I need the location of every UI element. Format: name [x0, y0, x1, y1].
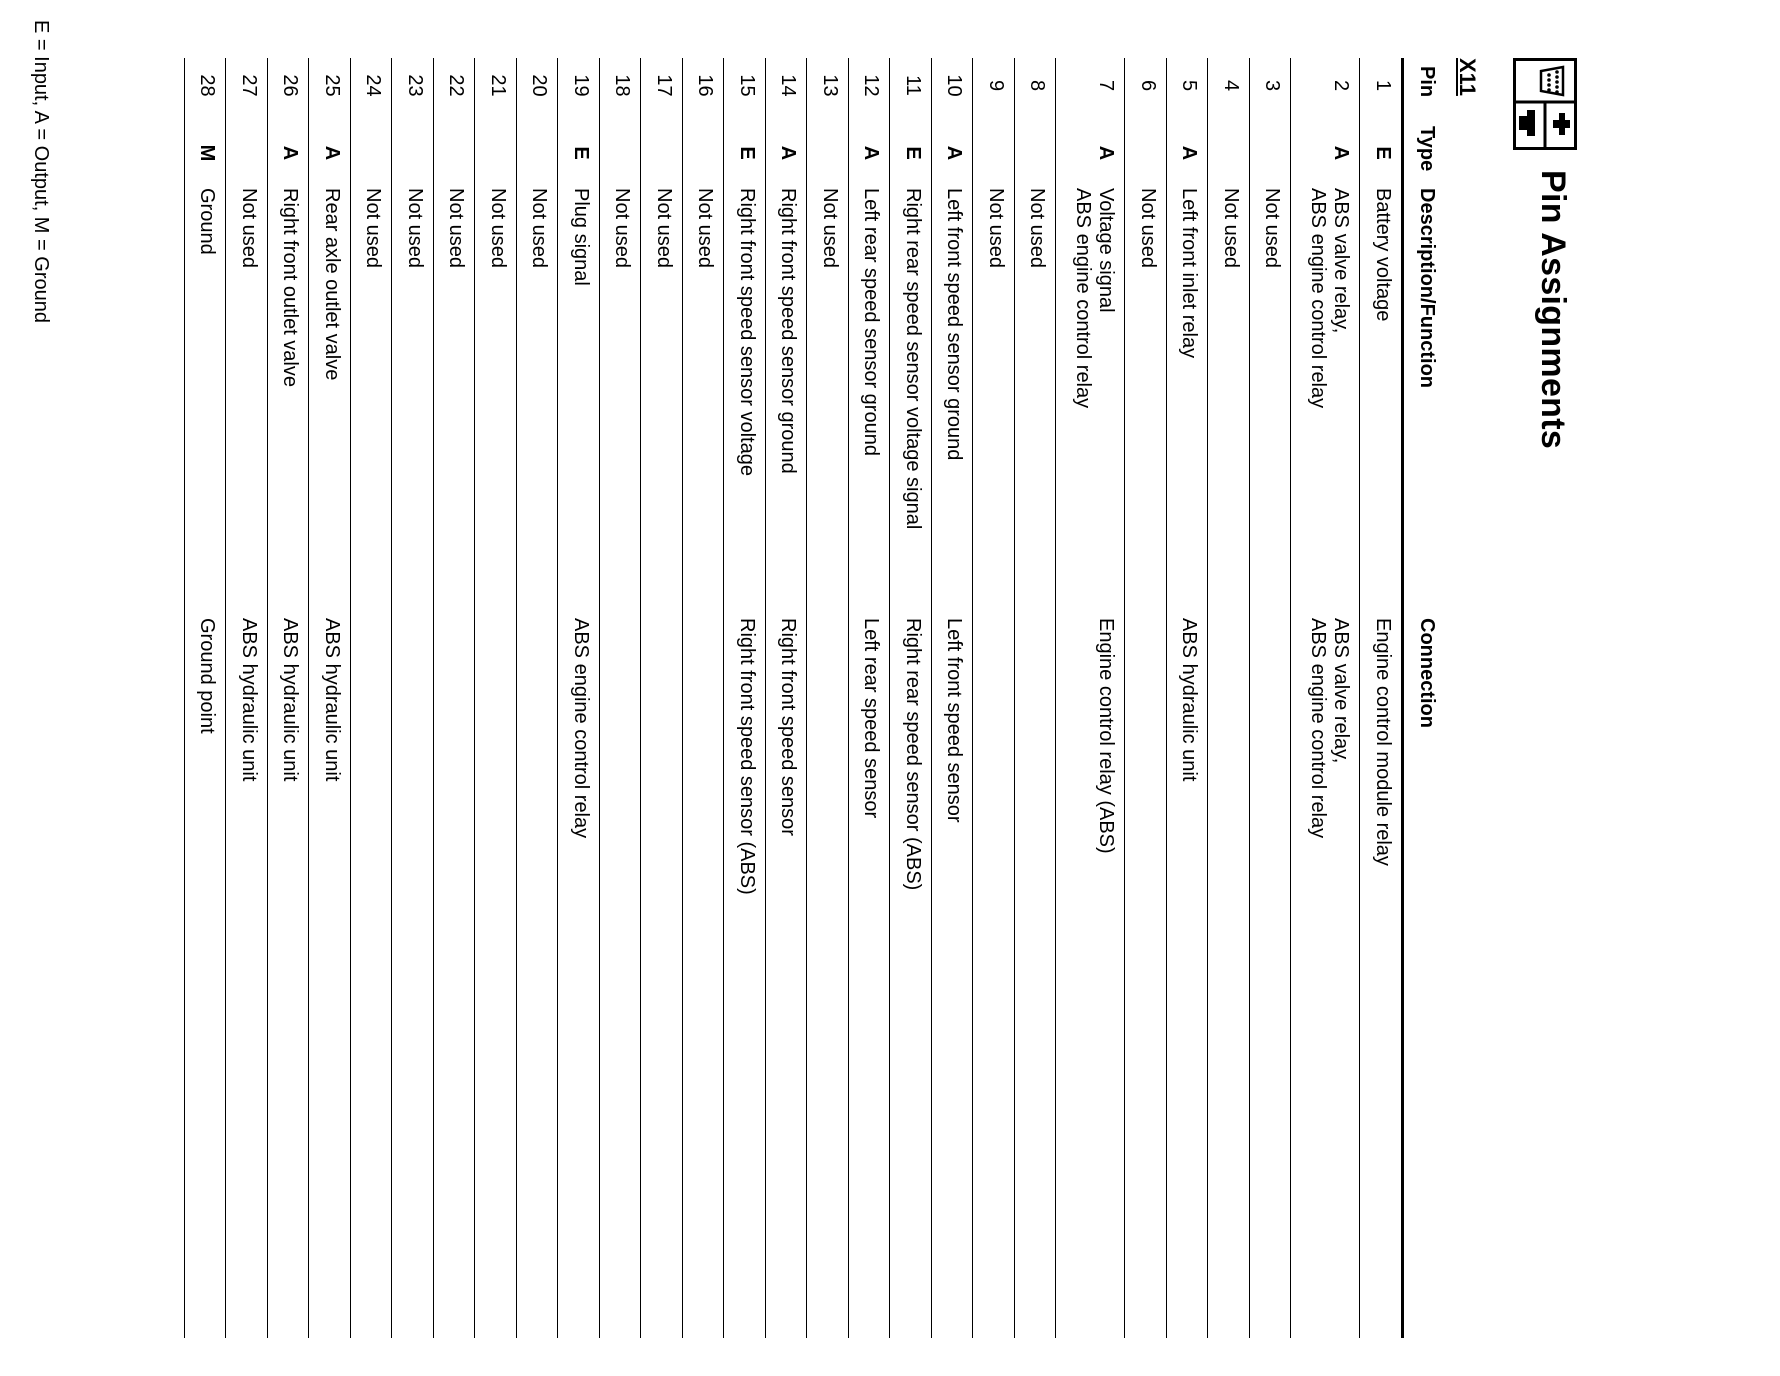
pin-connection: Ground point — [196, 618, 219, 734]
table-row — [1208, 58, 1250, 1338]
table-row — [1166, 58, 1208, 1338]
table-row — [931, 58, 973, 1338]
pin-number: 20 — [528, 74, 551, 97]
table-row — [682, 58, 724, 1338]
table-row — [1291, 58, 1360, 1338]
pin-number: 24 — [362, 74, 385, 97]
table-row — [309, 58, 351, 1338]
table-row — [1014, 58, 1056, 1338]
pin-description: Not used — [1261, 188, 1284, 269]
table-row — [807, 58, 849, 1338]
pin-number: 12 — [860, 74, 883, 97]
pin-connection: ABS hydraulic unit — [321, 618, 343, 782]
pin-number: 16 — [694, 74, 717, 97]
table-row — [226, 58, 268, 1338]
header-type: Type — [1416, 126, 1438, 172]
pin-number: 22 — [445, 74, 468, 97]
table-row — [558, 58, 600, 1338]
pin-description: Not used — [694, 188, 717, 269]
page-title: Pin Assignments — [1534, 170, 1572, 450]
table-row — [641, 58, 683, 1338]
pin-description: Not used — [611, 188, 634, 269]
pin-number: 9 — [985, 79, 1007, 92]
pin-connection: ABS hydraulic unit — [238, 618, 260, 782]
pin-number: 11 — [902, 75, 924, 96]
table-row — [1249, 58, 1291, 1338]
pin-description: Not used — [445, 188, 468, 269]
pin-type: A — [1095, 145, 1118, 161]
pin-description: Right front speed sensor voltage — [736, 188, 758, 476]
table-row — [475, 58, 517, 1338]
pin-number: 19 — [570, 74, 592, 97]
table-row — [1360, 58, 1402, 1338]
pin-description: Not used — [362, 188, 385, 269]
pin-description: Rear axle outlet valve — [321, 188, 343, 381]
pin-description: Not used — [1137, 188, 1159, 269]
pin-description: Not used — [653, 188, 675, 269]
pin-number: 3 — [1261, 79, 1284, 92]
pin-description: Right rear speed sensor voltage signal — [902, 188, 924, 530]
table-row — [184, 58, 226, 1338]
table-row — [350, 58, 392, 1338]
table-row — [765, 58, 807, 1338]
pin-description: Not used — [1220, 188, 1242, 269]
pin-connection: Engine control module relay — [1372, 618, 1394, 866]
pin-description: Not used — [528, 188, 551, 269]
pin-type: A — [321, 145, 343, 161]
pin-description: Not used — [238, 188, 260, 269]
table-row — [599, 58, 641, 1338]
pin-number: 10 — [943, 74, 966, 97]
pin-number: 15 — [736, 74, 758, 97]
pin-type: A — [943, 145, 966, 161]
pin-number: 28 — [196, 74, 219, 97]
pin-connection: Right rear speed sensor (ABS) — [902, 618, 924, 891]
pin-type: M — [196, 144, 219, 162]
table-row — [848, 58, 890, 1338]
pin-description: Plug signal — [570, 188, 592, 286]
pin-number: 26 — [279, 74, 302, 97]
table-row — [433, 58, 475, 1338]
pin-description: Voltage signal ABS engine control relay — [1072, 188, 1118, 409]
table-row — [973, 58, 1015, 1338]
pin-connection: Right front speed sensor (ABS) — [736, 618, 758, 895]
table-row — [392, 58, 434, 1338]
pin-description: Left rear speed sensor ground — [860, 188, 883, 456]
pin-description: Not used — [487, 188, 509, 269]
pin-number: 21 — [487, 74, 509, 97]
pin-number: 18 — [611, 74, 634, 97]
pin-type: E — [570, 146, 592, 160]
pin-number: 27 — [238, 74, 260, 97]
pin-number: 25 — [321, 74, 343, 97]
pin-connection: ABS hydraulic unit — [1178, 618, 1201, 782]
pin-description: Right front outlet valve — [279, 188, 302, 387]
pin-connection: ABS valve relay, ABS engine control relay — [1307, 618, 1353, 839]
table-row — [516, 58, 558, 1338]
connector-label: X11 — [1455, 58, 1480, 96]
header-pin: Pin — [1416, 66, 1438, 98]
pin-number: 17 — [653, 74, 675, 97]
table-header — [1401, 58, 1452, 1338]
pin-number: 5 — [1178, 79, 1201, 92]
header-connection: Connection — [1416, 618, 1438, 728]
pin-number: 2 — [1330, 79, 1353, 92]
pin-description: Not used — [1026, 188, 1049, 269]
table-row — [1056, 58, 1125, 1338]
pin-type: E — [1372, 146, 1394, 160]
pin-description: Not used — [404, 188, 426, 269]
pin-type: E — [902, 146, 924, 160]
pin-connection: Engine control relay (ABS) — [1095, 618, 1118, 854]
pin-description: Not used — [985, 188, 1007, 269]
table-row — [267, 58, 309, 1338]
pin-type: A — [279, 145, 302, 161]
pin-type: E — [736, 146, 758, 160]
pin-connection: Right front speed sensor — [777, 618, 800, 836]
table-row — [1125, 58, 1167, 1338]
pin-connection: ABS engine control relay — [570, 618, 592, 839]
pin-number: 13 — [819, 74, 841, 97]
pin-type: A — [777, 145, 800, 161]
pin-description: Left front inlet relay — [1178, 188, 1201, 359]
pin-description: Left front speed sensor ground — [943, 188, 966, 461]
pin-number: 4 — [1220, 79, 1242, 92]
pin-number: 1 — [1372, 79, 1394, 92]
table-body — [184, 58, 1401, 1338]
pin-number: 7 — [1095, 79, 1118, 92]
pin-number: 14 — [777, 74, 800, 97]
pin-connection: Left rear speed sensor — [860, 618, 883, 819]
pin-description: Ground — [196, 188, 219, 255]
pin-description: Not used — [819, 188, 841, 269]
pin-type: A — [860, 145, 883, 161]
pin-type: A — [1178, 145, 1201, 161]
connector-pinout-icon — [1513, 58, 1577, 150]
pin-connection: ABS hydraulic unit — [279, 618, 302, 782]
pin-type: A — [1330, 145, 1353, 161]
pin-assignment-table — [184, 58, 1452, 1338]
table-row — [724, 58, 766, 1338]
legend-footnote: E = Input, A = Output, M = Ground — [30, 20, 52, 323]
pin-number: 23 — [404, 74, 426, 97]
pin-description: ABS valve relay, ABS engine control relay — [1307, 188, 1353, 409]
pin-number: 6 — [1137, 79, 1159, 92]
pin-number: 8 — [1026, 79, 1049, 92]
header-description: Description/Function — [1416, 188, 1438, 388]
table-row — [890, 58, 932, 1338]
pin-description: Battery voltage — [1372, 188, 1394, 322]
pin-connection: Left front speed sensor — [943, 618, 966, 823]
pin-description: Right front speed sensor ground — [777, 188, 800, 474]
